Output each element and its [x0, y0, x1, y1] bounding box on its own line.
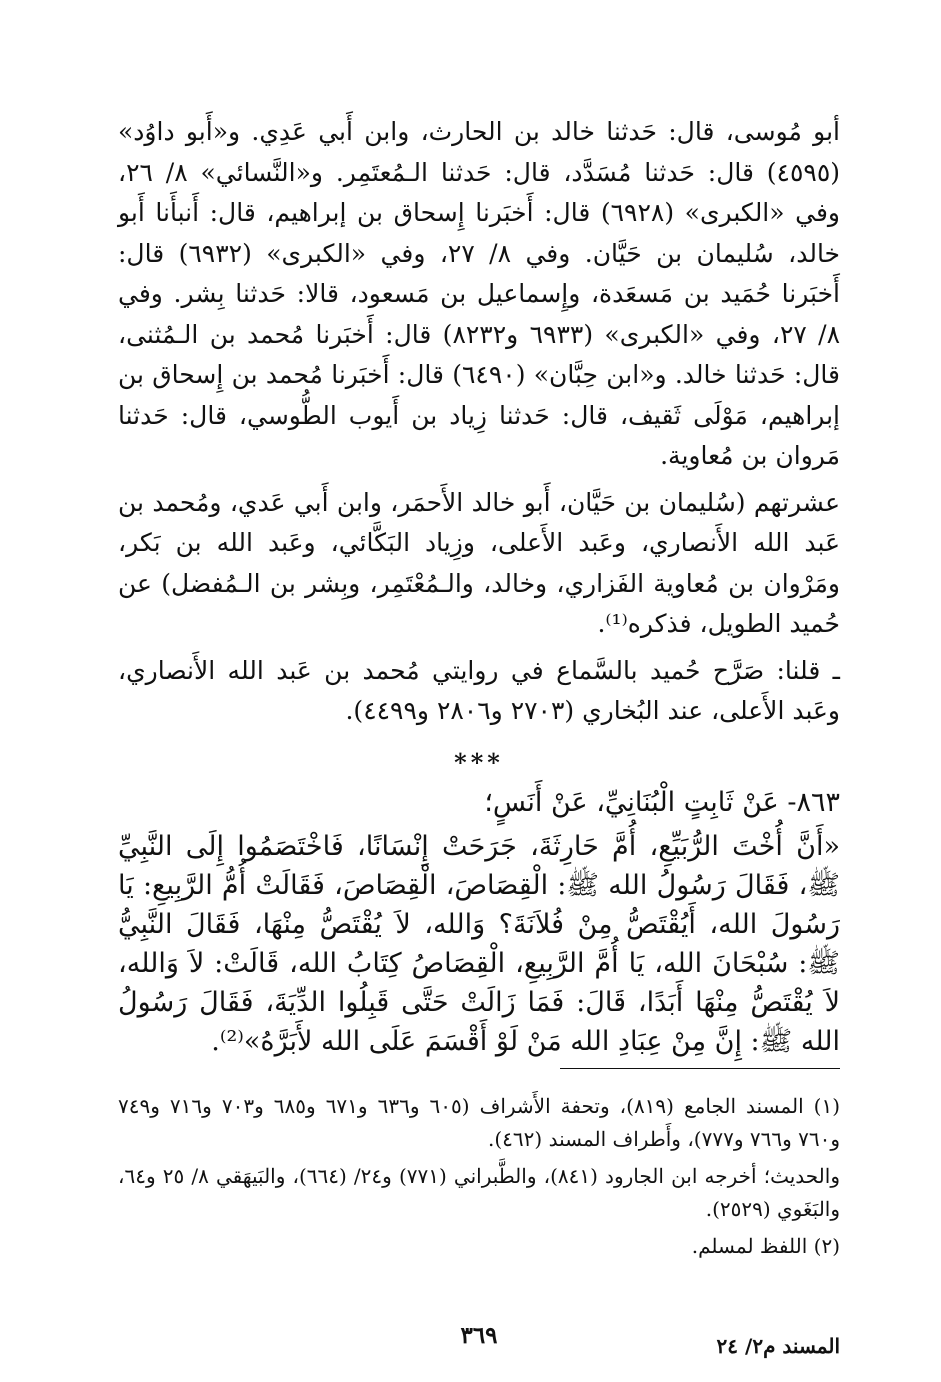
summary-paragraph: عشرتهم (سُليمان بن حَيَّان، أَبو خالد الأَحمَر، وابن أَبي عَدي، ومُحمد بن عَبد الله الأَنصاري، وعَبد الأَعلى، وزِياد البَكَّائي، وعَبد الله بن بَكر، ومَرْوان بن مُعاوية الفَزاري، وخالد، والـمُعْتَمِر، وبِشر بن الـمُفضل) عن حُميد الطويل، فذكره⁽¹⁾. [118, 487, 840, 638]
hadith-heading: ٨٦٣- عَنْ ثَابِتٍ الْبُنَانِيِّ، عَنْ أَنَسٍ؛ [484, 786, 840, 818]
hadith-text: «أَنَّ أُخْتَ الرُّبَيِّعِ، أُمَّ حَارِثَةَ، جَرَحَتْ إِنْسَانًا، فَاخْتَصَمُوا إِلَى النَّبِيِّ ﷺ، فَقَالَ رَسُولُ الله ﷺ: الْقِصَاصَ، الْقِصَاصَ، فَقَالَتْ أُمُّ الرَّبِيعِ: يَا رَسُولَ الله، أَيُقْتَصُّ مِنْ فُلاَنَةَ؟ وَالله، لاَ يُقْتَصُّ مِنْهَا، فَقَالَ النَّبِيُّ ﷺ: سُبْحَانَ الله، يَا أُمَّ الرَّبِيعِ، الْقِصَاصُ كِتَابُ الله، قَالَتْ: لاَ وَالله، لاَ يُقْتَصُّ مِنْهَا أَبَدًا، قَالَ: فَمَا زَالَتْ حَتَّى قَبِلُوا الدِّيَةَ، فَقَالَ رَسُولُ الله ﷺ: إِنَّ مِنْ عِبَادِ الله مَنْ لَوْ أَقْسَمَ عَلَى الله لأَبَرَّهُ»⁽²⁾. [118, 830, 840, 1057]
isnad-paragraph: أبو مُوسى، قال: حَدثنا خالد بن الحارث، وابن أَبي عَدِي. و«أَبو داوُد» (٤٥٩٥) قال: حَدثنا مُسَدَّد، قال: حَدثنا الـمُعتَمِر. و«النَّسائي» ٨/ ٢٦، وفي «الكبرى» (٦٩٢٨) قال: أَخبَرنا إِسحاق بن إبراهيم، قال: أَنبأَنا أَبو خالد، سُليمان بن حَيَّان. وفي ٨/ ٢٧، وفي «الكبرى» (٦٩٣٢) قال: أَخبَرنا حُمَيد بن مَسعَدة، وإِسماعيل بن مَسعود، قالا: حَدثنا بِشر. وفي ٨/ ٢٧، وفي «الكبرى» (٦٩٣٣ و٨٢٣٢) قال: أَخبَرنا مُحمد بن الـمُثنى، قال: حَدثنا خالد. و«ابن حِبَّان» (٦٤٩٠) قال: أَخبَرنا مُحمد بن إِسحاق بن إبراهيم، مَوْلَى ثَقيف، قال: حَدثنا زِياد بن أَيوب الطُّوسي، قال: حَدثنا مَروان بن مُعاوية. [118, 117, 841, 470]
footnote-1-continuation: والحديث؛ أخرجه ابن الجارود (٨٤١)، والطَّبراني (٧٧١) و٢٤/ (٦٦٤)، والبَيهَقي ٨/ ٢٥ و٦٤، والبَغَوي (٢٥٢٩). [118, 1164, 840, 1221]
footnotes [118, 1090, 840, 1263]
footnote-2: (٢) اللفظ لمسلم. [691, 1234, 840, 1258]
page-body [118, 112, 841, 1258]
page-number: ٣٦٩ [460, 1322, 498, 1349]
section-separator: *** [454, 747, 504, 777]
volume-signature: المسند م٢/ ٢٤ [716, 1334, 840, 1358]
footnote-divider [560, 1068, 840, 1069]
page-footer [118, 1322, 840, 1362]
note-paragraph: ـ قلنا: صَرَّح حُميد بالسَّماع في روايتي مُحمد بن عَبد الله الأَنصاري، وعَبد الأَعلى، عند البُخاري (٢٧٠٣ و٢٨٠٦ و٤٤٩٩). [118, 655, 840, 725]
footnote-1: (١) المسند الجامع (٨١٩)، وتحفة الأَشراف (٦٠٥ و٦٣٦ و٦٧١ و٦٨٥ و٧٠٣ و٧١٦ و٧٤٩ و٧٦٠ و٧٦٦ و٧٧٧)، وأَطراف المسند (٤٦٢). [118, 1094, 841, 1151]
